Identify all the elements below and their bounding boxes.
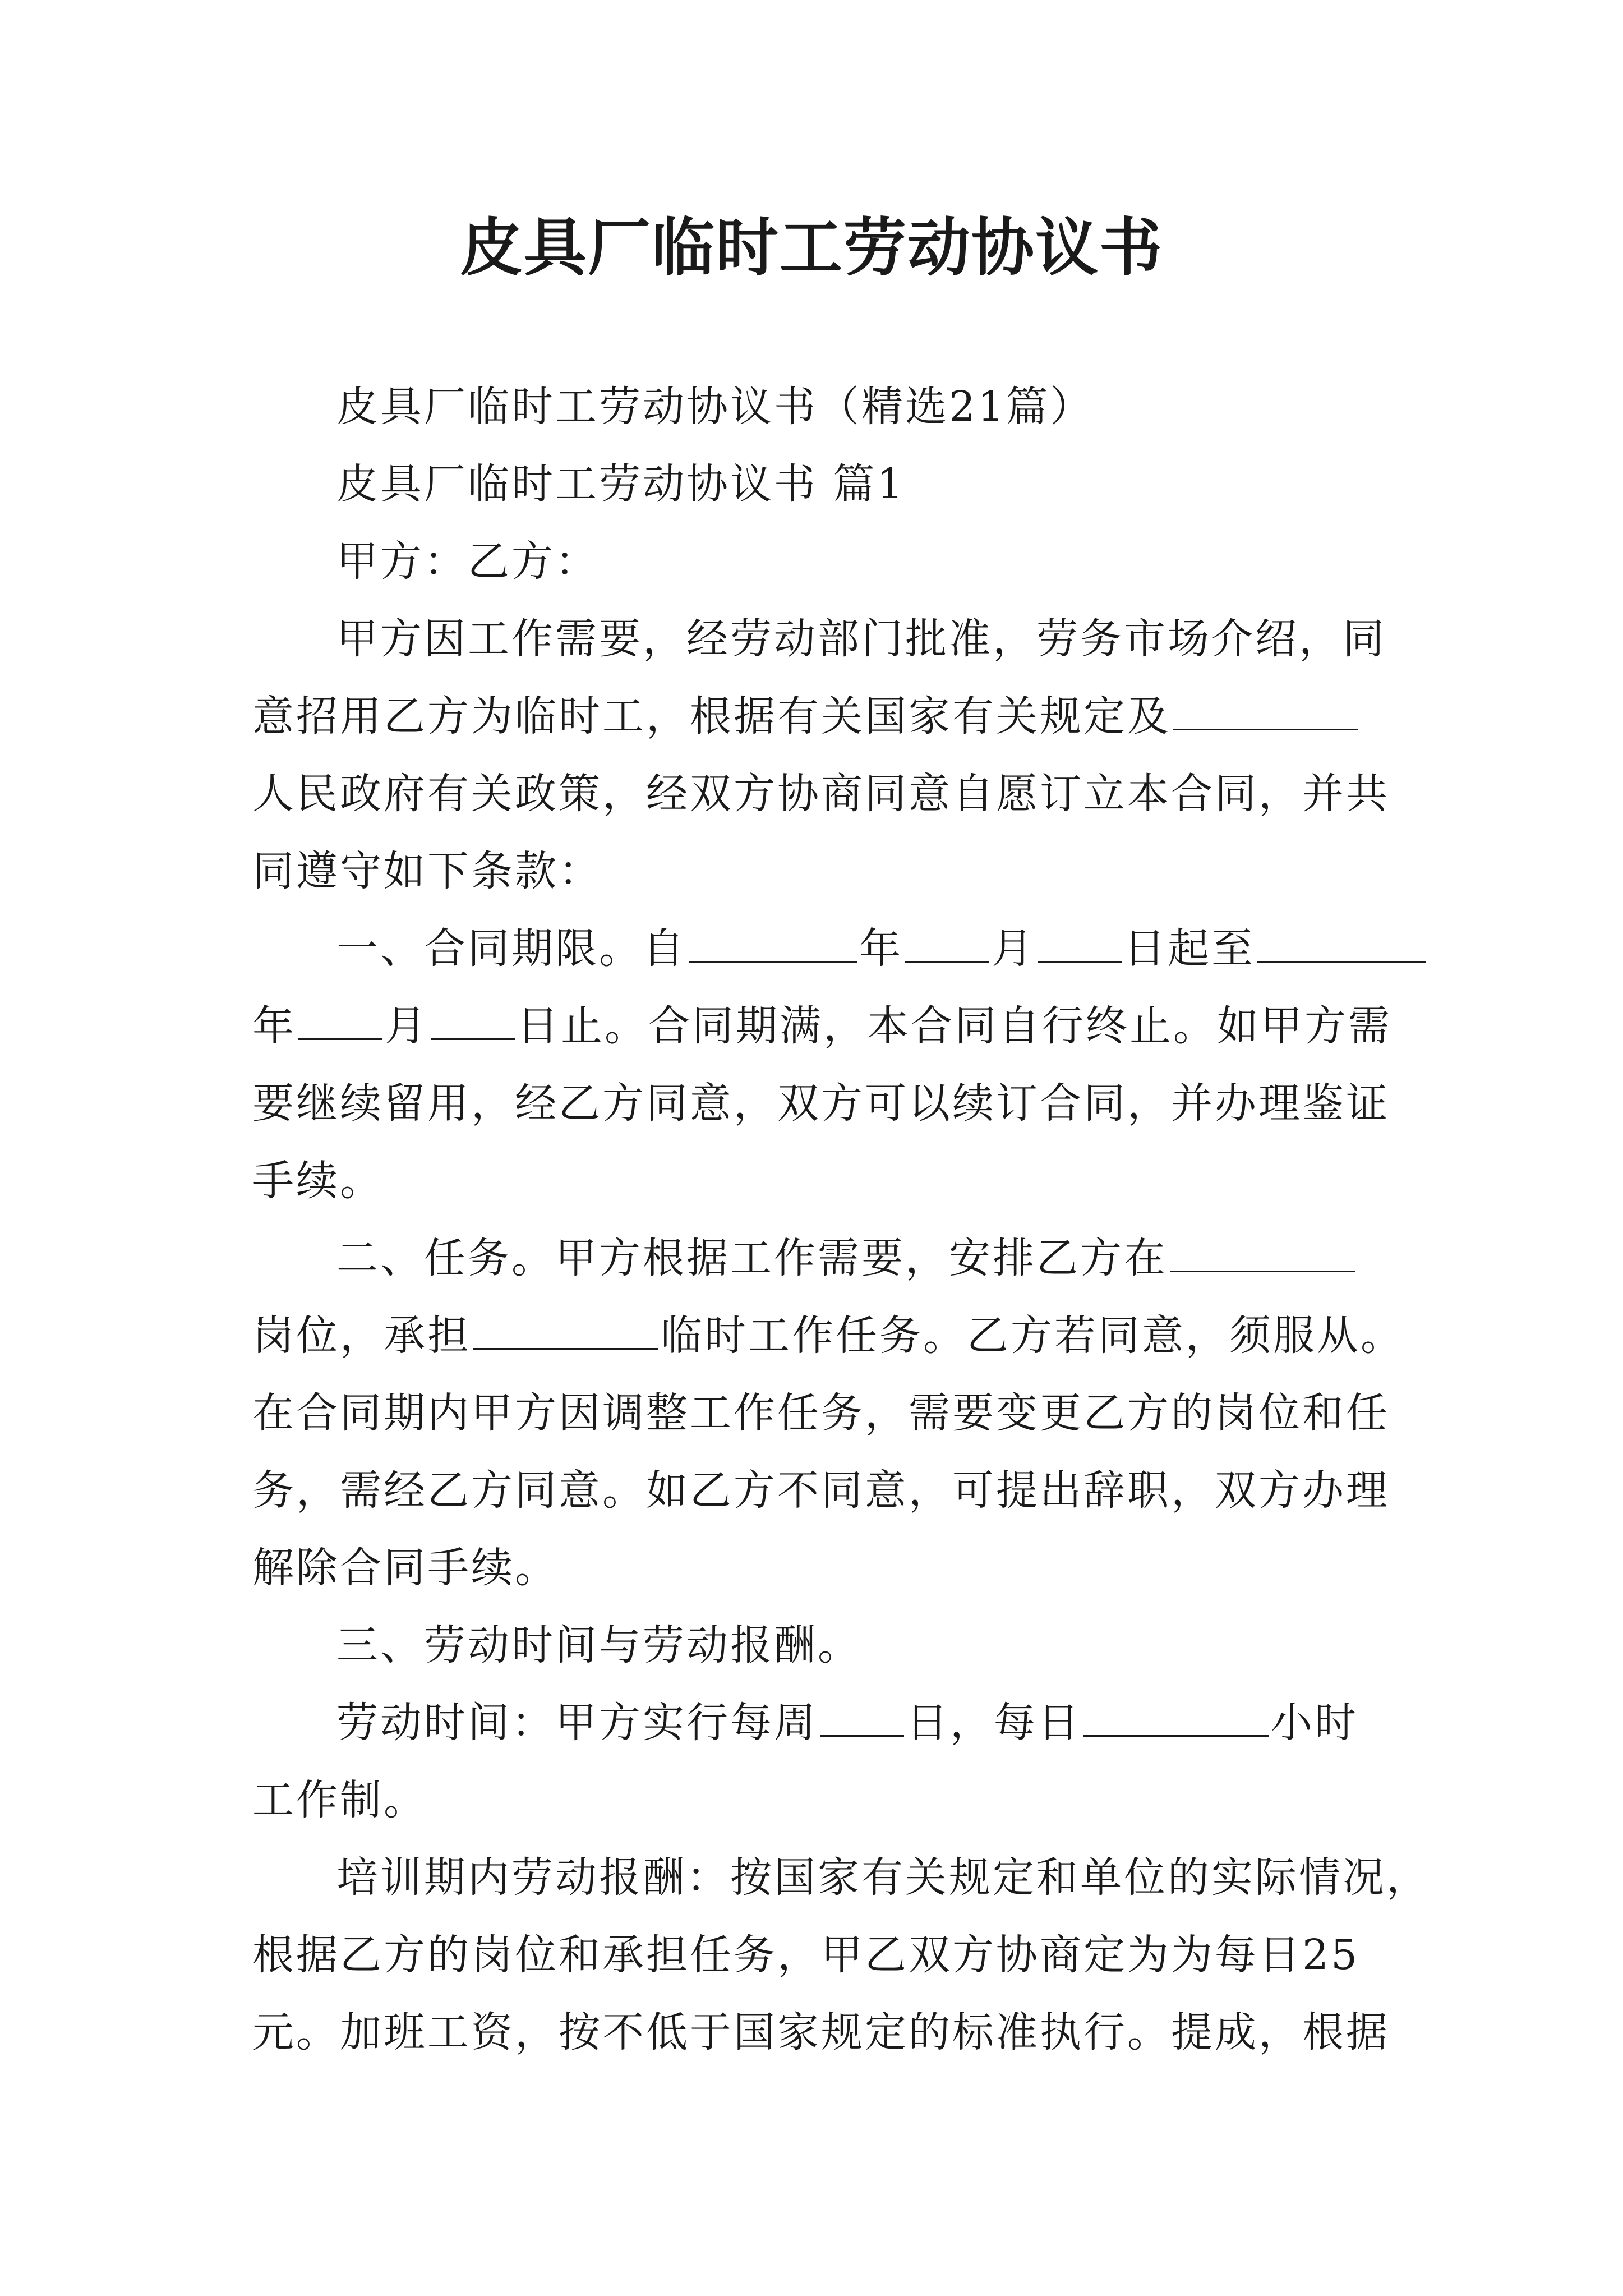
clause-hours-pay: 三、劳动时间与劳动报酬。 bbox=[336, 1621, 861, 1669]
paragraph-line: 手续。 bbox=[252, 1157, 384, 1205]
fill-blank bbox=[820, 1696, 904, 1737]
fill-blank bbox=[298, 999, 382, 1040]
paragraph-line: 甲方因工作需要，经劳动部门批准，劳务市场介绍，同 bbox=[336, 615, 1386, 663]
paragraph-line: 解除合同手续。 bbox=[252, 1544, 559, 1592]
paragraph-line: 根据乙方的岗位和承担任务，甲乙双方协商定为为每日25 bbox=[252, 1931, 1360, 1979]
fill-blank bbox=[905, 922, 989, 963]
fill-blank bbox=[689, 922, 857, 963]
fill-blank bbox=[431, 999, 515, 1040]
fill-blank bbox=[1173, 689, 1358, 730]
paragraph-line: 务，需经乙方同意。如乙方不同意，可提出辞职，双方办理 bbox=[252, 1466, 1390, 1515]
paragraph-line: 元。加班工资，按不低于国家规定的标准执行。提成，根据 bbox=[252, 2008, 1390, 2056]
fill-blank bbox=[1257, 922, 1426, 963]
fill-blank bbox=[1083, 1696, 1269, 1737]
paragraph-line: 人民政府有关政策，经双方协商同意自愿订立本合同，并共 bbox=[252, 770, 1390, 818]
paragraph-line: 年 月 日止。合同期满，本合同自行终止。如甲方需 bbox=[252, 998, 1392, 1054]
paragraph-line: 岗位，承担 临时工作任务。乙方若同意，须服从。 bbox=[252, 1308, 1404, 1364]
clause-task: 二、任务。甲方根据工作需要，安排乙方在 bbox=[336, 1230, 1357, 1286]
document-title: 皮具厂临时工劳动协议书 bbox=[460, 211, 1163, 284]
paragraph-line: 要继续留用，经乙方同意，双方可以续订合同，并办理鉴证 bbox=[252, 1079, 1390, 1128]
collection-subtitle: 皮具厂临时工劳动协议书（精选21篇） bbox=[336, 383, 1094, 431]
paragraph-line: 劳动时间：甲方实行每周 日，每日 小时 bbox=[336, 1695, 1358, 1751]
paragraph-line: 在合同期内甲方因调整工作任务，需要变更乙方的岗位和任 bbox=[252, 1389, 1390, 1437]
paragraph-line: 同遵守如下条款： bbox=[252, 847, 602, 895]
paragraph-line: 意招用乙方为临时工，根据有关国家有关规定及 bbox=[252, 688, 1361, 744]
fill-blank bbox=[1038, 922, 1122, 963]
section-heading: 皮具厂临时工劳动协议书 篇1 bbox=[336, 460, 906, 508]
fill-blank bbox=[1170, 1231, 1355, 1272]
paragraph-line: 培训期内劳动报酬：按国家有关规定和单位的实际情况， bbox=[336, 1853, 1430, 1902]
parties-line: 甲方：乙方： bbox=[336, 537, 599, 586]
fill-blank bbox=[473, 1309, 658, 1350]
paragraph-line: 工作制。 bbox=[252, 1776, 427, 1824]
clause-term: 一、合同期限。自 年 月 日起至 bbox=[336, 921, 1428, 977]
